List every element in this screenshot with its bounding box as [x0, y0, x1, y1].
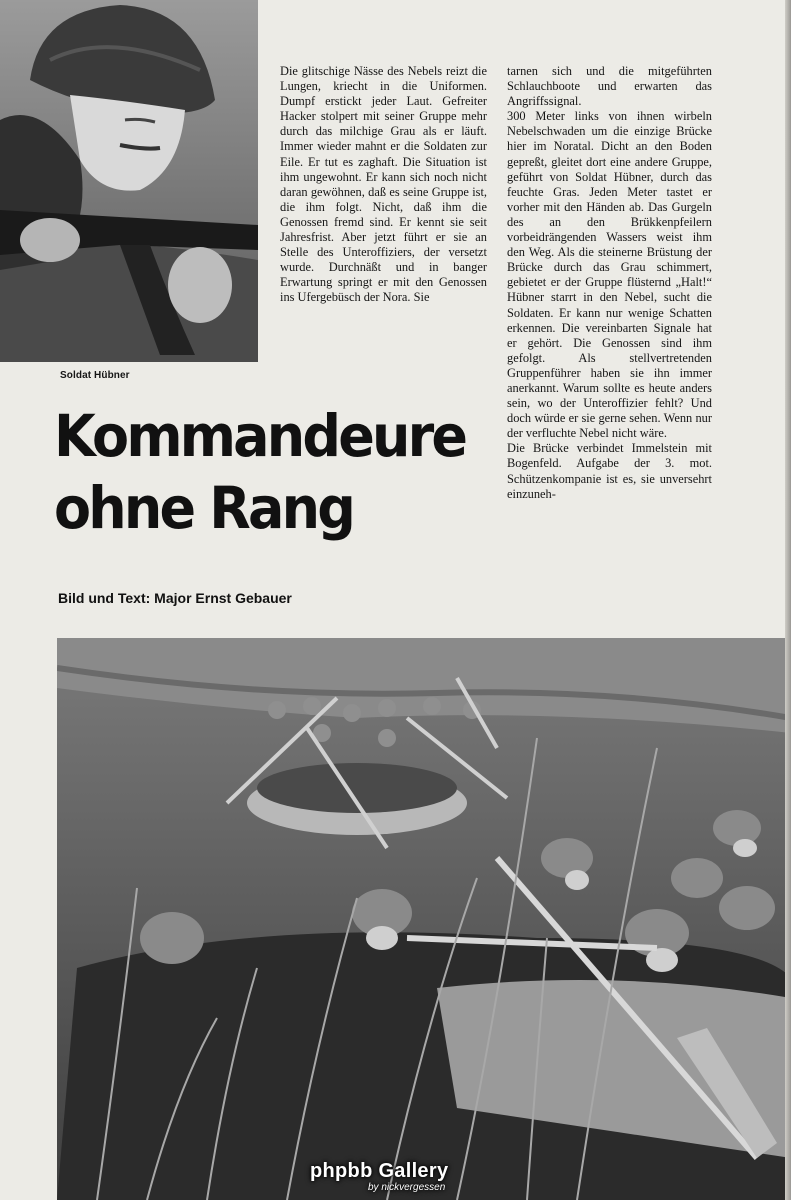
- soldier-portrait-photo: [0, 0, 258, 362]
- photo-caption: Soldat Hübner: [60, 370, 130, 381]
- watermark-title: phpbb Gallery: [310, 1160, 449, 1182]
- watermark-author: by nickvergessen: [368, 1182, 446, 1193]
- column-2-paragraph-2: 300 Meter links von ihnen wirbeln Nebelschwaden um die einzige Brücke hier im Noratal. Dicht an den Boden gepreßt, gleitet dort eine andere Gruppe, geführt von Soldat Hübner, durch das feuchte Gras. Jeden Meter tastet er vorher mit den Händen ab. Das Gurgeln des an den Brükkenpfeilern vorbeidrängenden Wassers weist ihm den Weg. Als die steinerne Brüstung der Brücke durch das Grau schimmert, gebietet er der Gruppe flüsternd „Halt!“ Hübner starrt in den Nebel, sucht die Soldaten. Er kann nur wenige Schatten erkennen. Die vereinbarten Signale hat er gehört. Die Genossen sind ihm gefolgt. Als stellvertretenden Gruppenführer haben sie ihn immer anerkannt. Warum sollte es heute anders sein, wo der Unteroffizier fehlt? Und doch würde er sie gerne sehen. Wenn nur der verfluchte Nebel nicht wäre.: [507, 109, 712, 441]
- text-column-2: [507, 64, 712, 502]
- gallery-watermark: [310, 1160, 449, 1193]
- page-edge: [785, 0, 791, 1200]
- text-column-1: [280, 64, 487, 306]
- headline-line-2: ohne Rang: [54, 474, 354, 542]
- column-2-paragraph-3: Die Brücke verbindet Immelstein mit Bogenfeld. Aufgabe der 3. mot. Schützenkompanie ist es, sie unversehrt einzuneh-: [507, 441, 712, 501]
- column-2-paragraph-1: tarnen sich und die mitgeführten Schlauchboote und erwarten das Angriffssignal.: [507, 64, 712, 109]
- headline-line-1: Kommandeure: [54, 402, 466, 470]
- article-headline: [54, 400, 466, 544]
- soldiers-rafting-photo: [57, 638, 791, 1200]
- column-1-text: Die glitschige Nässe des Nebels reizt die Lungen, kriecht in die Uniformen. Dumpf erstickt jeder Laut. Gefreiter Hacker stolpert mit seiner Gruppe mehr durch das milchige Grau als er läuft. Immer wieder mahnt er die Soldaten zur Eile. Er tut es zaghaft. Die Situation ist ihm ungewohnt. Er kann sich noch nicht daran gewöhnen, daß es seine Gruppe ist, die ihm folgt. Nicht, daß ihm die Genossen fremd sind. Er kennt sie seit Jahresfrist. Aber jetzt führt er sie an Stelle des Unteroffiziers, der versetzt wurde. Durchnäßt und in banger Erwartung springt er mit den Genossen ins Ufergebüsch der Nora. Sie: [280, 64, 487, 305]
- byline: Bild und Text: Major Ernst Gebauer: [58, 590, 292, 606]
